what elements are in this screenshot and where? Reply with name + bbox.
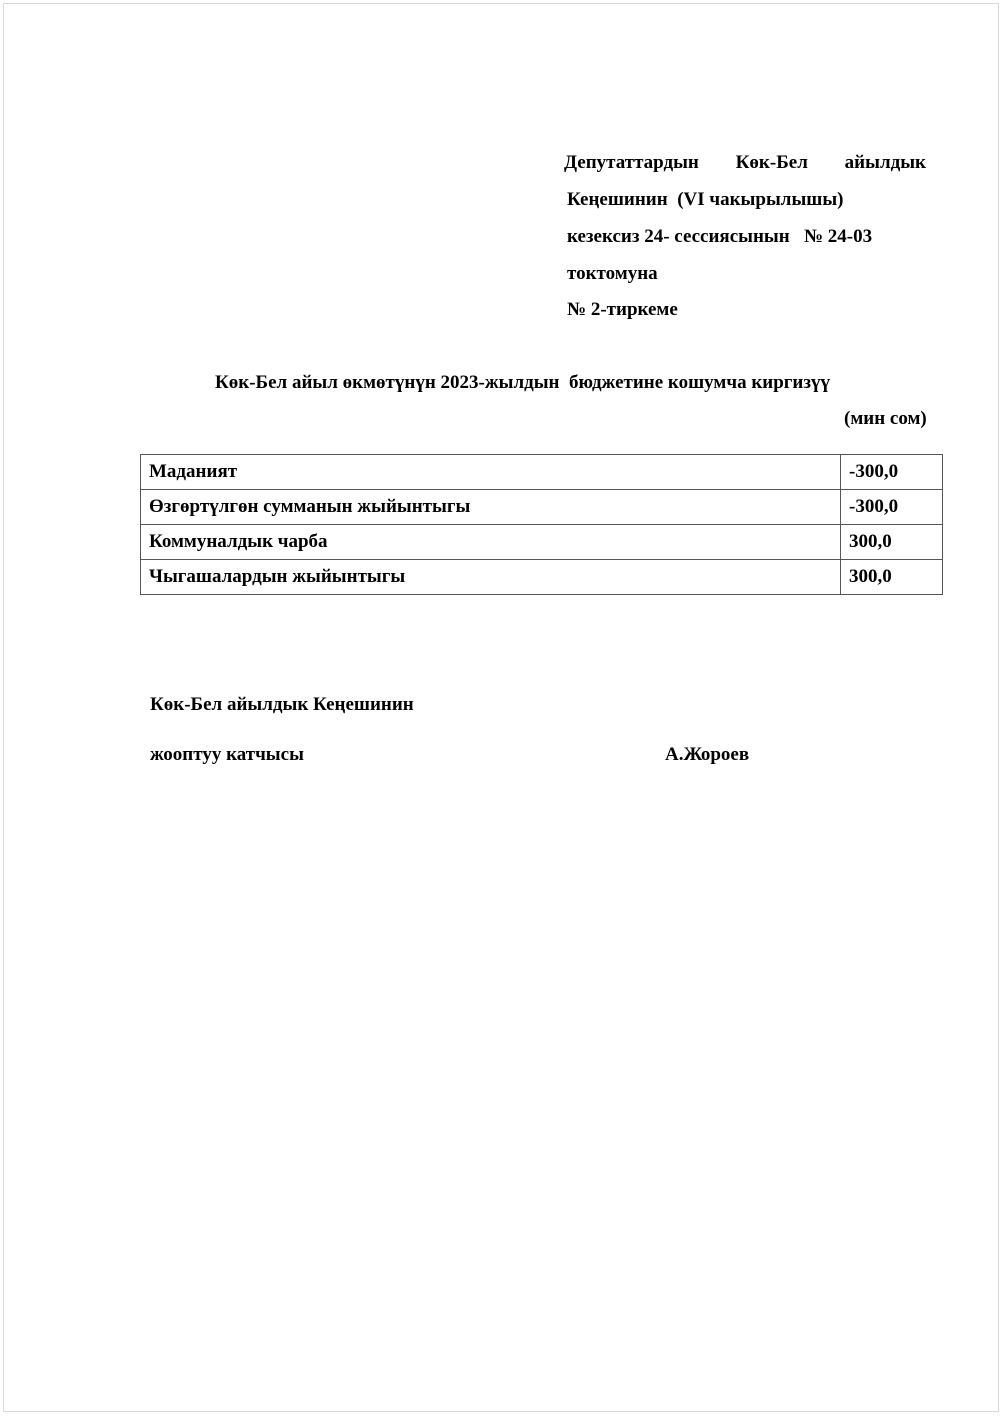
- row-value: 300,0: [841, 560, 943, 595]
- document-page: [3, 3, 999, 1412]
- document-title: Көк-Бел айыл өкмөтүнүн 2023-жылдын бюджетине кошумча киргизүү: [215, 372, 830, 393]
- row-label: Маданият: [141, 455, 841, 490]
- row-value: -300,0: [841, 455, 943, 490]
- unit-label: (мин сом): [844, 408, 927, 429]
- row-label: Өзгөртүлгөн сумманын жыйынтыгы: [141, 490, 841, 525]
- header-line-1: [564, 152, 926, 174]
- signature-position: жооптуу катчысы: [150, 744, 304, 765]
- header-line-4: токтомуна: [567, 263, 658, 284]
- table-row: [141, 490, 943, 525]
- header-word: айылдык: [844, 152, 926, 173]
- table-row: [141, 560, 943, 595]
- header-line-2: Кеңешинин (VI чакырылышы): [567, 189, 844, 210]
- table-row: [141, 525, 943, 560]
- row-value: 300,0: [841, 525, 943, 560]
- signature-name: А.Жороев: [665, 744, 750, 765]
- header-line-3: кезексиз 24- сессиясынын № 24-03: [567, 226, 873, 247]
- row-label: Чыгашалардын жыйынтыгы: [141, 560, 841, 595]
- table-row: [141, 455, 943, 490]
- signature-organization: Көк-Бел айылдык Кеңешинин: [150, 694, 414, 715]
- header-line-5: № 2-тиркеме: [567, 299, 678, 320]
- row-value: -300,0: [841, 490, 943, 525]
- header-word: Көк-Бел: [735, 152, 808, 173]
- row-label: Коммуналдык чарба: [141, 525, 841, 560]
- header-word: Депутаттардын: [564, 152, 699, 173]
- budget-table: [140, 454, 943, 595]
